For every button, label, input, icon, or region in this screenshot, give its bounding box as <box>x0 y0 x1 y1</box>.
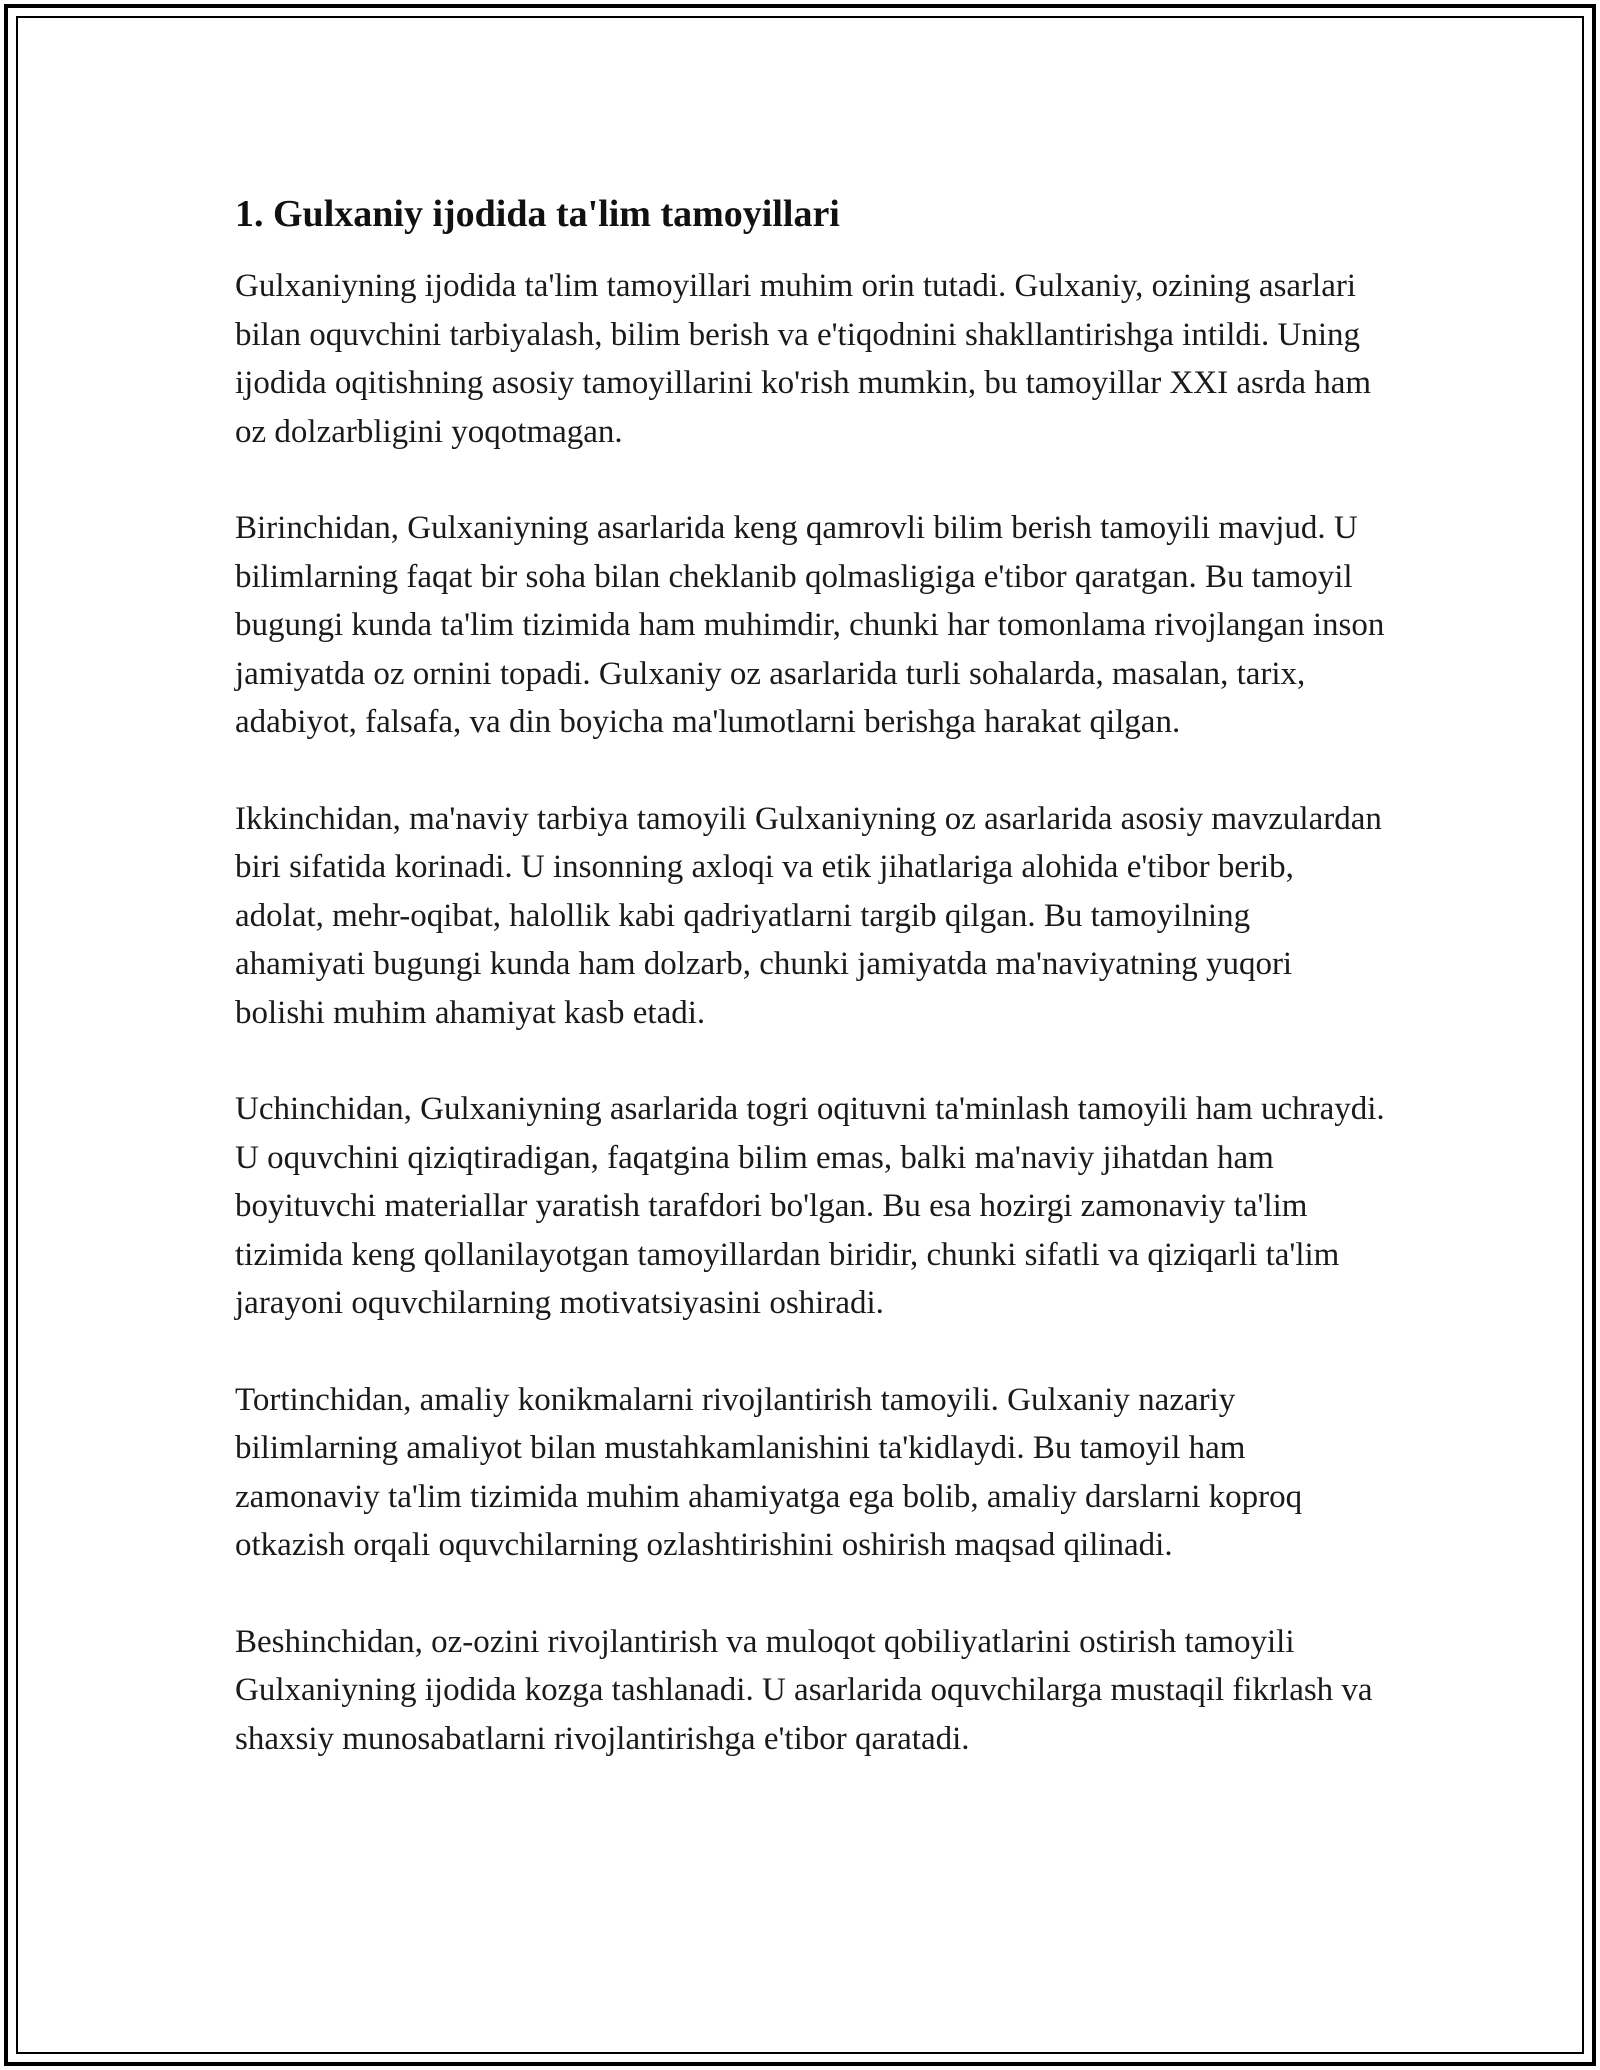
paragraph-fourth-principle: Tortinchidan, amaliy konikmalarni rivojlantirish tamoyili. Gulxaniy nazariy bilimlarning amaliyot bilan mustahkamlanishini ta'kidlaydi. Bu tamoyil ham zamonaviy ta'lim tizimida muhim ahamiyatga ega bolib, amaliy darslarni koproq otkazish orqali oquvchilarning ozlashtirishini oshirish maqsad qilinadi. <box>235 1381 1303 1563</box>
document-body <box>235 188 1385 1811</box>
paragraph-fifth-principle: Beshinchidan, oz-ozini rivojlantirish va muloqot qobiliyatlarini ostirish tamoyili Gulxaniyning ijodida kozga tashlanadi. U asarlarida oquvchilarga mustaqil fikrlash va shaxsiy munosabatlarni rivojlantirishga e'tibor qaratadi. <box>235 1623 1373 1757</box>
section-heading: 1. Gulxaniy ijodida ta'lim tamoyillari <box>235 193 840 235</box>
paragraph-third-principle: Uchinchidan, Gulxaniyning asarlarida togri oqituvni ta'minlash tamoyili ham uchraydi. U oquvchini qiziqtiradigan, faqatgina bilim emas, balki ma'naviy jihatdan ham boyituvchi materiallar yaratish tarafdori bo'lgan. Bu esa hozirgi zamonaviy ta'lim tizimida keng qollanilayotgan tamoyillardan biridir, chunki sifatli va qiziqarli ta'lim jarayoni oquvchilarning motivatsiyasini oshiradi. <box>235 1091 1385 1321</box>
paragraph-first-principle: Birinchidan, Gulxaniyning asarlarida keng qamrovli bilim berish tamoyili mavjud. U bilimlarning faqat bir soha bilan cheklanib qolmasligiga e'tibor qaratgan. Bu tamoyil bugungi kunda ta'lim tizimida ham muhimdir, chunki har tomonlama rivojlangan inson jamiyatda oz ornini topadi. Gulxaniy oz asarlarida turli sohalarda, masalan, tarix, adabiyot, falsafa, va din boyicha ma'lumotlarni berishga harakat qilgan. <box>235 510 1385 740</box>
paragraph-second-principle: Ikkinchidan, ma'naviy tarbiya tamoyili Gulxaniyning oz asarlarida asosiy mavzulardan biri sifatida korinadi. U insonning axloqi va etik jihatlariga alohida e'tibor berib, adolat, mehr-oqibat, halollik kabi qadriyatlarni targib qilgan. Bu tamoyilning ahamiyati bugungi kunda ham dolzarb, chunki jamiyatda ma'naviyatning yuqori bolishi muhim ahamiyat kasb etadi. <box>235 800 1382 1031</box>
paragraph-intro: Gulxaniyning ijodida ta'lim tamoyillari muhim orin tutadi. Gulxaniy, ozining asarlari bilan oquvchini tarbiyalash, bilim berish va e'tiqodnini shakllantirishga intildi. Uning ijodida oqitishning asosiy tamoyillarini ko'rish mumkin, bu tamoyillar XXI asrda ham oz dolzarbligini yoqotmagan. <box>235 268 1372 450</box>
